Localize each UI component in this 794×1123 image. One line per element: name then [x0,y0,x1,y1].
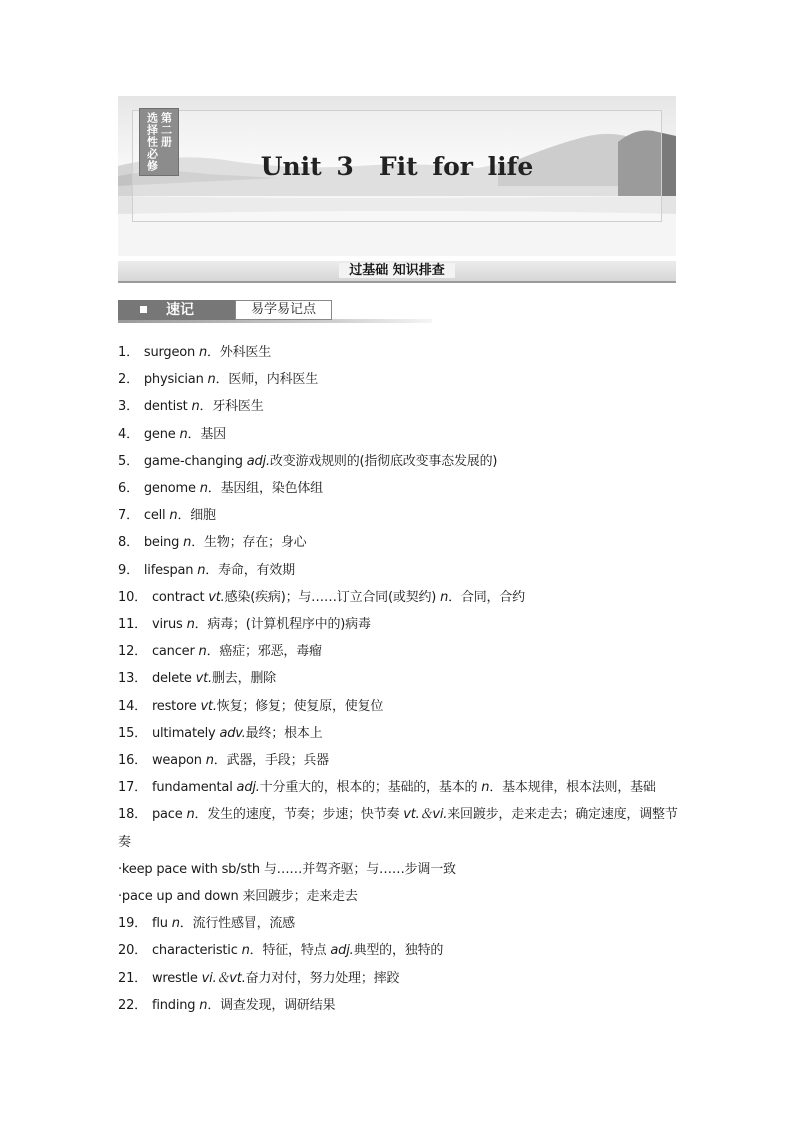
vocab-number: 5． [118,453,139,469]
part-of-speech: vt.＆vi. [403,807,448,823]
part-of-speech: adj. [236,780,260,796]
part-of-speech: n [197,562,206,578]
vocab-word: characteristic [151,943,238,959]
definition: 典型的，独特的 [353,943,444,959]
vocab-item [118,339,680,366]
sub-header-secondary: 易学易记点 [235,300,332,320]
part-of-speech: vi.＆vt. [201,970,246,986]
part-of-speech: n [205,753,214,769]
definition: ．合同，合约 [448,589,525,605]
vocab-number: 6． [118,481,139,497]
part-of-speech: vt. [200,698,217,714]
part-of-speech: n [440,589,449,605]
vocab-number: 3． [118,399,139,415]
part-of-speech: n [241,943,250,959]
definition: ．病毒；(计算机程序中的)病毒 [194,617,371,633]
part-of-speech: adj. [330,943,354,959]
unit-title: Unit 3 Fit for life [260,152,534,181]
part-of-speech: n [191,399,200,415]
vocab-item [118,665,680,692]
definition: 最终；根本上 [245,725,323,741]
vocab-number: 10． [118,589,147,605]
vocab-word: genome [143,481,196,497]
vocab-number: 4． [118,426,139,442]
vocab-item [118,992,680,1019]
vocab-number: 19． [118,916,147,932]
definition: 改变游戏规则的(指彻底改变事态发展的) [269,453,498,469]
vocab-item [118,693,680,720]
vocab-word: weapon [151,753,202,769]
vocab-item [118,937,680,964]
section-title-bar [118,261,676,283]
vocab-number: 8． [118,535,139,551]
vocab-number: 22． [118,997,147,1013]
vocab-item [118,502,680,529]
definition: ．寿命，有效期 [205,562,295,578]
vocab-item [118,448,680,475]
vocab-word: being [143,535,180,551]
definition: ．流行性感冒，流感 [179,916,295,932]
vocab-number: 17． [118,780,147,796]
vocab-word: delete [151,671,192,687]
part-of-speech: n [198,644,207,660]
vocab-word: finding [151,997,196,1013]
definition: ．基本规律，根本法则，基础 [489,780,656,796]
vocab-item [118,910,680,937]
definition: ．牙科医生 [199,399,264,415]
vocab-number: 20． [118,943,147,959]
part-of-speech: n [169,508,178,524]
part-of-speech: vt. [195,671,212,687]
vocab-item [118,720,680,747]
vocabulary-list [118,339,680,1019]
vocab-number: 1． [118,345,139,360]
part-of-speech: adv. [219,725,246,741]
vocab-word: wrestle [151,970,198,986]
part-of-speech: n [199,481,208,497]
vocab-word: physician [143,372,204,388]
definition: ．武器，手段；兵器 [213,753,329,769]
square-bullet-icon [140,306,147,313]
part-of-speech: n [198,345,208,360]
section-title: 过基础 知识排查 [339,263,455,278]
definition: 恢复；修复；使复原，使复位 [216,698,384,714]
definition: ．特征，特点 [249,943,327,959]
vocab-word: pace [151,807,183,823]
vocab-word: virus [151,617,183,633]
vocab-item [118,557,680,584]
vocab-item [118,421,680,448]
definition: ．医师，内科医生 [215,372,318,388]
phrase-item [118,883,680,910]
phrase-item [118,856,680,883]
definition: ．基因 [187,426,226,442]
vocab-item [118,475,680,502]
vocab-word: lifespan [143,562,194,578]
part-of-speech: n [199,997,208,1013]
vocab-word: restore [151,698,197,714]
definition: ．癌症；邪恶，毒瘤 [206,644,322,660]
sub-header [118,300,432,320]
part-of-speech: n [186,807,195,823]
sub-header-primary-label: 速记 [166,302,194,318]
vocab-word: cancer [151,644,195,660]
vocab-item [118,774,680,801]
vocab-word: surgeon [143,345,196,360]
vocab-word: flu [151,916,168,932]
vocab-number: 18． [118,807,147,823]
vocab-number: 2． [118,372,139,388]
definition: ．调查发现，调研结果 [207,997,336,1013]
vocab-word: cell [143,508,166,524]
definition: 奋力对付，努力处理；摔跤 [245,970,400,986]
vocab-number: 9． [118,562,139,578]
vocab-word: ultimately [151,725,216,741]
vocab-word: game-changing [143,453,243,469]
definition: ．细胞 [177,508,216,524]
definition: 删去，删除 [211,671,276,687]
vocab-number: 16． [118,753,147,769]
book-tag-col2: 选择性必修 [145,112,159,172]
vocab-item [118,584,680,611]
part-of-speech: n [186,617,195,633]
part-of-speech: adj. [246,453,270,469]
part-of-speech: n [481,780,490,796]
phrase-text: ·pace up and down 来回踱步；走来走去 [118,889,358,905]
definition: 感染(疾病)；与……订立合同(或契约) [224,589,437,605]
part-of-speech: vt. [208,589,225,605]
vocab-number: 11． [118,617,147,633]
part-of-speech: n [183,535,192,551]
book-tag-col1: 第二册 [159,112,173,148]
part-of-speech: n [171,916,180,932]
definition: 十分重大的，根本的；基础的，基本的 [259,780,478,796]
vocab-number: 15． [118,725,147,741]
vocab-number: 12． [118,644,147,660]
vocab-item [118,366,680,393]
sub-header-primary [118,300,235,320]
part-of-speech: n [207,372,216,388]
vocab-word: gene [143,426,176,442]
vocab-item [118,611,680,638]
definition: ．基因组，染色体组 [207,481,323,497]
vocab-number: 7． [118,508,139,524]
phrase-text: ·keep pace with sb/sth 与……并驾齐驱；与……步调一致 [118,861,456,877]
vocab-item [118,965,680,992]
vocab-word: contract [151,589,205,605]
vocab-word: dentist [143,399,188,415]
definition: 来回踱步，走来走去；确定速度，调整节奏 [118,807,678,850]
definition: ．外科医生 [207,345,272,360]
vocab-number: 21． [118,970,147,986]
vocab-number: 14． [118,698,147,714]
definition: ．生物；存在；身心 [191,535,307,551]
vocab-item [118,529,680,556]
vocab-item [118,638,680,665]
definition: ．发生的速度，节奏；步速；快节奏 [194,807,400,823]
vocab-word: fundamental [151,780,233,796]
part-of-speech: n [179,426,188,442]
vocab-item [118,747,680,774]
vocab-item [118,801,680,855]
vocab-item [118,393,680,420]
vocab-number: 13． [118,671,147,687]
